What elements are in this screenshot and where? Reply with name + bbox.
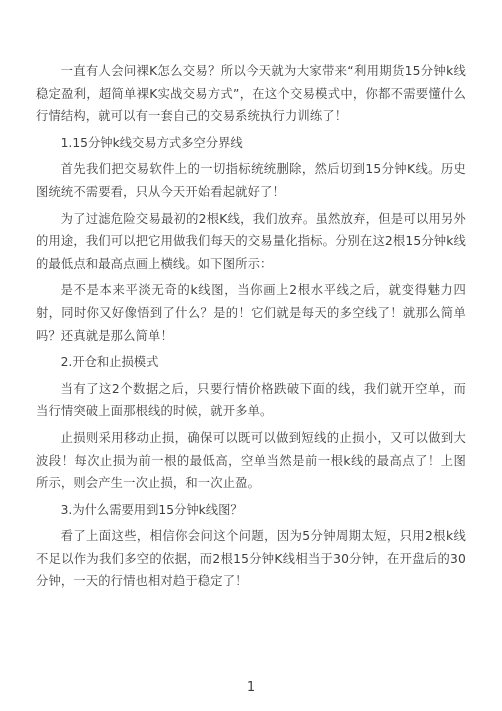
intro-paragraph: 一直有人会问裸K怎么交易？所以今天就为大家带来“利用期货15分钟k线稳定盈利，超简单裸K实战交易方式”，在这个交易模式中，你都不需要懂什么行情结构，就可以有一套自己的交易系统执行力训练了！ [36, 64, 466, 124]
paragraph-delete-indicators: 首先我们把交易软件上的一切指标统统删除，然后切到15分钟K线。历史图统统不需要看，只从今天开始看起就好了！ [36, 162, 466, 199]
section-heading-2: 2.开仓和止损模式 [60, 355, 159, 370]
paragraph-stop-loss: 止损则采用移动止损，确保可以既可以做到短线的止损小，又可以做到大波段！每次止损为前一根的最低高，空单当然是前一根k线的最高点了！上图所示，则会产生一次止损，和一次止盈。 [36, 430, 466, 491]
section-heading-1: 1.15分钟k线交易方式多空分界线 [60, 135, 243, 150]
document-body [36, 60, 466, 597]
paragraph-long-short-lines: 是不是本来平淡无奇的k线图，当你画上2根水平线之后，就变得魅力四射，同时你又好像悟到了什么？是的！它们就是每天的多空线了！就那么简单吗？还真就是那么简单！ [36, 283, 466, 343]
section-heading-3: 3.为什么需要用到15分钟k线图？ [60, 502, 243, 517]
paragraph-open-position: 当有了这2个数据之后，只要行情价格跌破下面的线，我们就开空单，而当行情突破上面那根线的时候，就开多单。 [36, 381, 466, 419]
paragraph-first-two-candles: 为了过滤危险交易最初的2根K线，我们放弃。虽然放弃，但是可以用另外的用途，我们可以把它用做我们每天的交易量化指标。分别在这2根15分钟k线的最低点和最高点画上横线。如下图所示： [36, 211, 466, 271]
paragraph-why-15min: 看了上面这些，相信你会问这个问题，因为5分钟周期太短，只用2根k线不足以作为我们多空的依据，而2根15分钟K线相当于30分钟，在开盘后的30分钟，一天的行情也相对趋于稳定了！ [36, 529, 466, 589]
page-number: 1 [246, 680, 256, 695]
